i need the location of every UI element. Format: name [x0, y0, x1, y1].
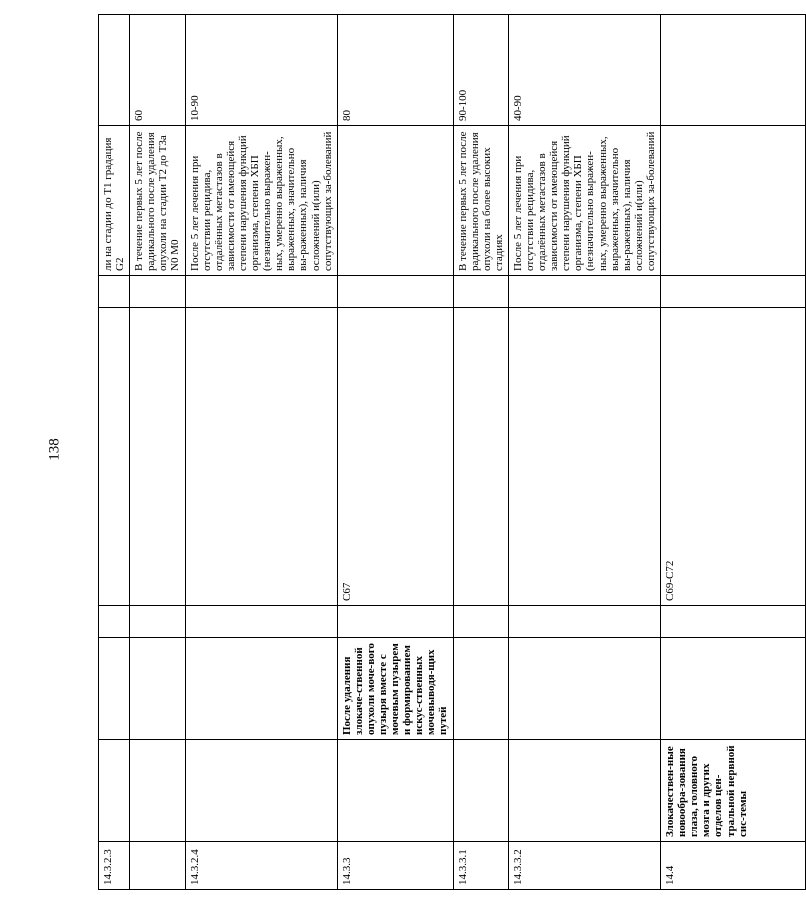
- table-row: [99, 15, 130, 890]
- row-description: [661, 126, 806, 276]
- empty-cell: [130, 308, 185, 606]
- table-row: [185, 15, 337, 890]
- page-number: 138: [46, 438, 63, 461]
- empty-cell: [661, 606, 806, 638]
- table-row: [508, 15, 660, 890]
- row-value: [661, 15, 806, 126]
- row-value: 60: [130, 15, 185, 126]
- row-name: После удаления злокаче-ственной опухоли моче-вого пузыря вместе с мочевым пузырем и формированием искус-ственных мочевыводя-щих путей: [337, 638, 453, 740]
- row-code: [130, 842, 185, 890]
- row-description: В течение первых 5 лет после радикального после удаления опухоли на более высоких стадиях: [453, 126, 508, 276]
- row-value: 10-90: [185, 15, 337, 126]
- table-row: [337, 15, 453, 890]
- table-row: [661, 15, 806, 890]
- row-name: Злокачествен-ные новообра-зования глаза, головного мозга и других отделов цен-тральной нервной сис-темы: [661, 740, 806, 842]
- row-icd-code: C67: [337, 308, 453, 606]
- table-row: [453, 15, 508, 890]
- row-value: 80: [337, 15, 453, 126]
- empty-cell: [337, 740, 453, 842]
- row-value: [99, 15, 130, 126]
- empty-cell: [99, 308, 130, 606]
- empty-cell: [508, 276, 660, 308]
- empty-cell: [99, 740, 130, 842]
- rotated-table-wrapper: [98, 15, 749, 890]
- disability-criteria-table: [98, 14, 806, 890]
- empty-cell: [508, 740, 660, 842]
- row-value: 40-90: [508, 15, 660, 126]
- empty-cell: [661, 276, 806, 308]
- row-description: [337, 126, 453, 276]
- row-code: 14.3.3.1: [453, 842, 508, 890]
- empty-cell: [661, 638, 806, 740]
- row-description: После 5 лет лечения при отсутствии рецидива, отдалённых метастазов в зависимости от имеющейся степени нарушения функций организма, степени ХБП (незначительно выражен-ных, умеренно выраженных, выраженных, значительно вы-раженных), наличия осложнений и(или) сопутствующих за-болеваний: [185, 126, 337, 276]
- row-description: ли на стадии до T1 градация G2: [99, 126, 130, 276]
- row-icd-code: C69-C72: [661, 308, 806, 606]
- empty-cell: [185, 740, 337, 842]
- empty-cell: [453, 276, 508, 308]
- empty-cell: [185, 308, 337, 606]
- empty-cell: [130, 638, 185, 740]
- empty-cell: [337, 276, 453, 308]
- empty-cell: [453, 740, 508, 842]
- empty-cell: [99, 276, 130, 308]
- empty-cell: [453, 308, 508, 606]
- empty-cell: [130, 606, 185, 638]
- empty-cell: [453, 606, 508, 638]
- empty-cell: [508, 606, 660, 638]
- row-description: В течение первых 5 лет после радикального после удаления опухоли на стадии T2 до T3a N0 M0: [130, 126, 185, 276]
- row-code: 14.3.2.4: [185, 842, 337, 890]
- empty-cell: [185, 276, 337, 308]
- row-code: 14.4: [661, 842, 806, 890]
- row-description: После 5 лет лечения при отсутствии рецидива, отдалённых метастазов в зависимости от имеющейся степени нарушения функций организма, степени ХБП (незначительно выражен-ных, умеренно выраженных, выраженных, значительно вы-раженных), наличия осложнений и(или) сопутствующих за-болеваний: [508, 126, 660, 276]
- row-code: 14.3.3.2: [508, 842, 660, 890]
- empty-cell: [99, 606, 130, 638]
- empty-cell: [453, 638, 508, 740]
- empty-cell: [130, 276, 185, 308]
- row-code: 14.3.2.3: [99, 842, 130, 890]
- empty-cell: [185, 606, 337, 638]
- table-row: [130, 15, 185, 890]
- row-code: 14.3.3: [337, 842, 453, 890]
- empty-cell: [185, 638, 337, 740]
- empty-cell: [337, 606, 453, 638]
- empty-cell: [508, 638, 660, 740]
- empty-cell: [99, 638, 130, 740]
- empty-cell: [508, 308, 660, 606]
- empty-cell: [130, 740, 185, 842]
- row-value: 90-100: [453, 15, 508, 126]
